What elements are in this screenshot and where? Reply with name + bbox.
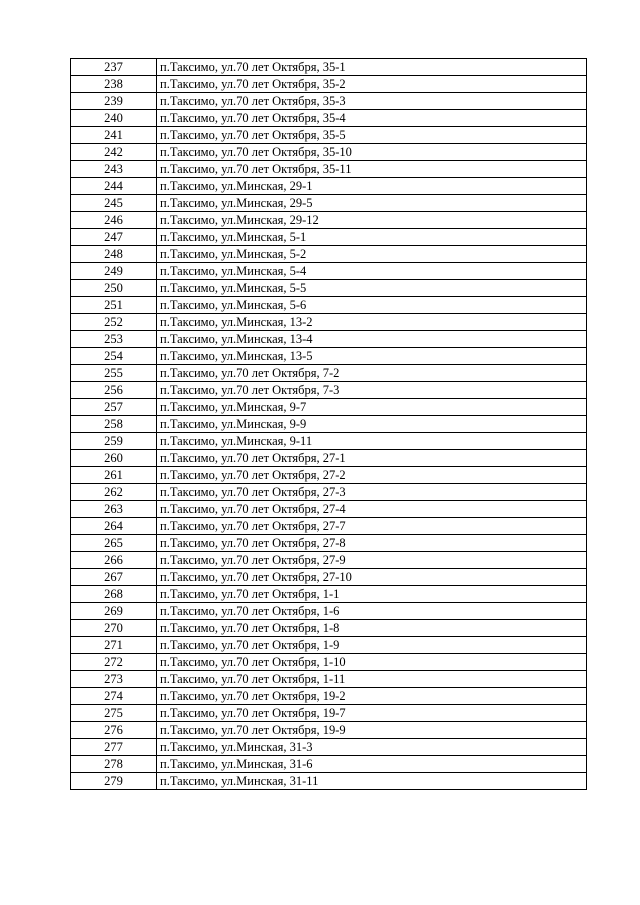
- row-address-cell: п.Таксимо, ул.Минская, 5-5: [157, 280, 587, 297]
- row-address-cell: п.Таксимо, ул.70 лет Октября, 19-2: [157, 688, 587, 705]
- row-address-cell: п.Таксимо, ул.70 лет Октября, 1-6: [157, 603, 587, 620]
- row-address-cell: п.Таксимо, ул.70 лет Октября, 35-11: [157, 161, 587, 178]
- table-row: [71, 195, 587, 212]
- table-row: [71, 756, 587, 773]
- table-row: [71, 348, 587, 365]
- table-row: [71, 314, 587, 331]
- row-number-cell: 273: [71, 671, 157, 688]
- table-row: [71, 93, 587, 110]
- row-address-cell: п.Таксимо, ул.Минская, 5-4: [157, 263, 587, 280]
- table-row: [71, 705, 587, 722]
- row-address-cell: п.Таксимо, ул.70 лет Октября, 19-9: [157, 722, 587, 739]
- row-address-cell: п.Таксимо, ул.70 лет Октября, 27-2: [157, 467, 587, 484]
- row-address-cell: п.Таксимо, ул.70 лет Октября, 35-3: [157, 93, 587, 110]
- row-number-cell: 279: [71, 773, 157, 790]
- row-number-cell: 275: [71, 705, 157, 722]
- table-row: [71, 212, 587, 229]
- address-table-body: [71, 59, 587, 790]
- row-number-cell: 241: [71, 127, 157, 144]
- row-number-cell: 260: [71, 450, 157, 467]
- row-address-cell: п.Таксимо, ул.70 лет Октября, 1-8: [157, 620, 587, 637]
- row-address-cell: п.Таксимо, ул.70 лет Октября, 27-9: [157, 552, 587, 569]
- row-address-cell: п.Таксимо, ул.Минская, 31-6: [157, 756, 587, 773]
- row-number-cell: 251: [71, 297, 157, 314]
- row-number-cell: 243: [71, 161, 157, 178]
- row-number-cell: 250: [71, 280, 157, 297]
- table-row: [71, 739, 587, 756]
- row-number-cell: 254: [71, 348, 157, 365]
- row-number-cell: 245: [71, 195, 157, 212]
- row-number-cell: 264: [71, 518, 157, 535]
- table-row: [71, 59, 587, 76]
- row-address-cell: п.Таксимо, ул.70 лет Октября, 1-10: [157, 654, 587, 671]
- table-row: [71, 127, 587, 144]
- row-number-cell: 268: [71, 586, 157, 603]
- row-address-cell: п.Таксимо, ул.Минская, 31-3: [157, 739, 587, 756]
- row-number-cell: 253: [71, 331, 157, 348]
- table-row: [71, 484, 587, 501]
- table-row: [71, 280, 587, 297]
- table-row: [71, 722, 587, 739]
- row-address-cell: п.Таксимо, ул.70 лет Октября, 1-9: [157, 637, 587, 654]
- table-row: [71, 586, 587, 603]
- row-address-cell: п.Таксимо, ул.Минская, 13-4: [157, 331, 587, 348]
- address-table: [70, 58, 587, 790]
- table-row: [71, 144, 587, 161]
- row-address-cell: п.Таксимо, ул.Минская, 5-2: [157, 246, 587, 263]
- row-address-cell: п.Таксимо, ул.70 лет Октября, 35-5: [157, 127, 587, 144]
- row-number-cell: 258: [71, 416, 157, 433]
- table-row: [71, 263, 587, 280]
- row-number-cell: 257: [71, 399, 157, 416]
- table-row: [71, 569, 587, 586]
- row-number-cell: 266: [71, 552, 157, 569]
- row-address-cell: п.Таксимо, ул.70 лет Октября, 1-11: [157, 671, 587, 688]
- row-address-cell: п.Таксимо, ул.Минская, 13-2: [157, 314, 587, 331]
- row-number-cell: 242: [71, 144, 157, 161]
- row-number-cell: 274: [71, 688, 157, 705]
- table-row: [71, 603, 587, 620]
- row-number-cell: 256: [71, 382, 157, 399]
- row-address-cell: п.Таксимо, ул.70 лет Октября, 35-4: [157, 110, 587, 127]
- table-row: [71, 467, 587, 484]
- row-address-cell: п.Таксимо, ул.Минская, 29-1: [157, 178, 587, 195]
- row-number-cell: 267: [71, 569, 157, 586]
- row-address-cell: п.Таксимо, ул.70 лет Октября, 27-3: [157, 484, 587, 501]
- row-number-cell: 262: [71, 484, 157, 501]
- table-row: [71, 654, 587, 671]
- row-number-cell: 255: [71, 365, 157, 382]
- row-address-cell: п.Таксимо, ул.70 лет Октября, 7-3: [157, 382, 587, 399]
- row-address-cell: п.Таксимо, ул.70 лет Октября, 27-4: [157, 501, 587, 518]
- row-number-cell: 278: [71, 756, 157, 773]
- table-row: [71, 76, 587, 93]
- row-number-cell: 259: [71, 433, 157, 450]
- row-address-cell: п.Таксимо, ул.Минская, 9-7: [157, 399, 587, 416]
- row-address-cell: п.Таксимо, ул.Минская, 5-6: [157, 297, 587, 314]
- row-number-cell: 237: [71, 59, 157, 76]
- table-row: [71, 399, 587, 416]
- table-row: [71, 433, 587, 450]
- row-number-cell: 248: [71, 246, 157, 263]
- row-number-cell: 265: [71, 535, 157, 552]
- row-address-cell: п.Таксимо, ул.70 лет Октября, 27-10: [157, 569, 587, 586]
- table-row: [71, 110, 587, 127]
- table-row: [71, 229, 587, 246]
- table-row: [71, 450, 587, 467]
- table-row: [71, 501, 587, 518]
- row-address-cell: п.Таксимо, ул.Минская, 9-9: [157, 416, 587, 433]
- table-row: [71, 552, 587, 569]
- row-address-cell: п.Таксимо, ул.70 лет Октября, 35-2: [157, 76, 587, 93]
- row-number-cell: 239: [71, 93, 157, 110]
- row-address-cell: п.Таксимо, ул.Минская, 29-5: [157, 195, 587, 212]
- table-row: [71, 382, 587, 399]
- row-number-cell: 246: [71, 212, 157, 229]
- table-row: [71, 365, 587, 382]
- row-address-cell: п.Таксимо, ул.Минская, 29-12: [157, 212, 587, 229]
- row-number-cell: 252: [71, 314, 157, 331]
- row-number-cell: 247: [71, 229, 157, 246]
- row-address-cell: п.Таксимо, ул.70 лет Октября, 19-7: [157, 705, 587, 722]
- row-number-cell: 249: [71, 263, 157, 280]
- table-row: [71, 620, 587, 637]
- table-row: [71, 416, 587, 433]
- row-number-cell: 261: [71, 467, 157, 484]
- row-address-cell: п.Таксимо, ул.70 лет Октября, 7-2: [157, 365, 587, 382]
- row-address-cell: п.Таксимо, ул.Минская, 9-11: [157, 433, 587, 450]
- row-number-cell: 240: [71, 110, 157, 127]
- row-address-cell: п.Таксимо, ул.Минская, 13-5: [157, 348, 587, 365]
- table-row: [71, 518, 587, 535]
- table-row: [71, 535, 587, 552]
- row-number-cell: 270: [71, 620, 157, 637]
- row-address-cell: п.Таксимо, ул.Минская, 31-11: [157, 773, 587, 790]
- table-row: [71, 297, 587, 314]
- row-number-cell: 277: [71, 739, 157, 756]
- row-address-cell: п.Таксимо, ул.70 лет Октября, 27-8: [157, 535, 587, 552]
- row-address-cell: п.Таксимо, ул.70 лет Октября, 27-7: [157, 518, 587, 535]
- table-row: [71, 637, 587, 654]
- row-address-cell: п.Таксимо, ул.Минская, 5-1: [157, 229, 587, 246]
- row-number-cell: 238: [71, 76, 157, 93]
- row-address-cell: п.Таксимо, ул.70 лет Октября, 1-1: [157, 586, 587, 603]
- row-number-cell: 271: [71, 637, 157, 654]
- table-row: [71, 671, 587, 688]
- row-address-cell: п.Таксимо, ул.70 лет Октября, 27-1: [157, 450, 587, 467]
- table-row: [71, 161, 587, 178]
- table-row: [71, 178, 587, 195]
- table-row: [71, 773, 587, 790]
- row-address-cell: п.Таксимо, ул.70 лет Октября, 35-1: [157, 59, 587, 76]
- table-row: [71, 688, 587, 705]
- row-number-cell: 269: [71, 603, 157, 620]
- row-address-cell: п.Таксимо, ул.70 лет Октября, 35-10: [157, 144, 587, 161]
- row-number-cell: 244: [71, 178, 157, 195]
- table-row: [71, 246, 587, 263]
- row-number-cell: 276: [71, 722, 157, 739]
- row-number-cell: 272: [71, 654, 157, 671]
- row-number-cell: 263: [71, 501, 157, 518]
- table-row: [71, 331, 587, 348]
